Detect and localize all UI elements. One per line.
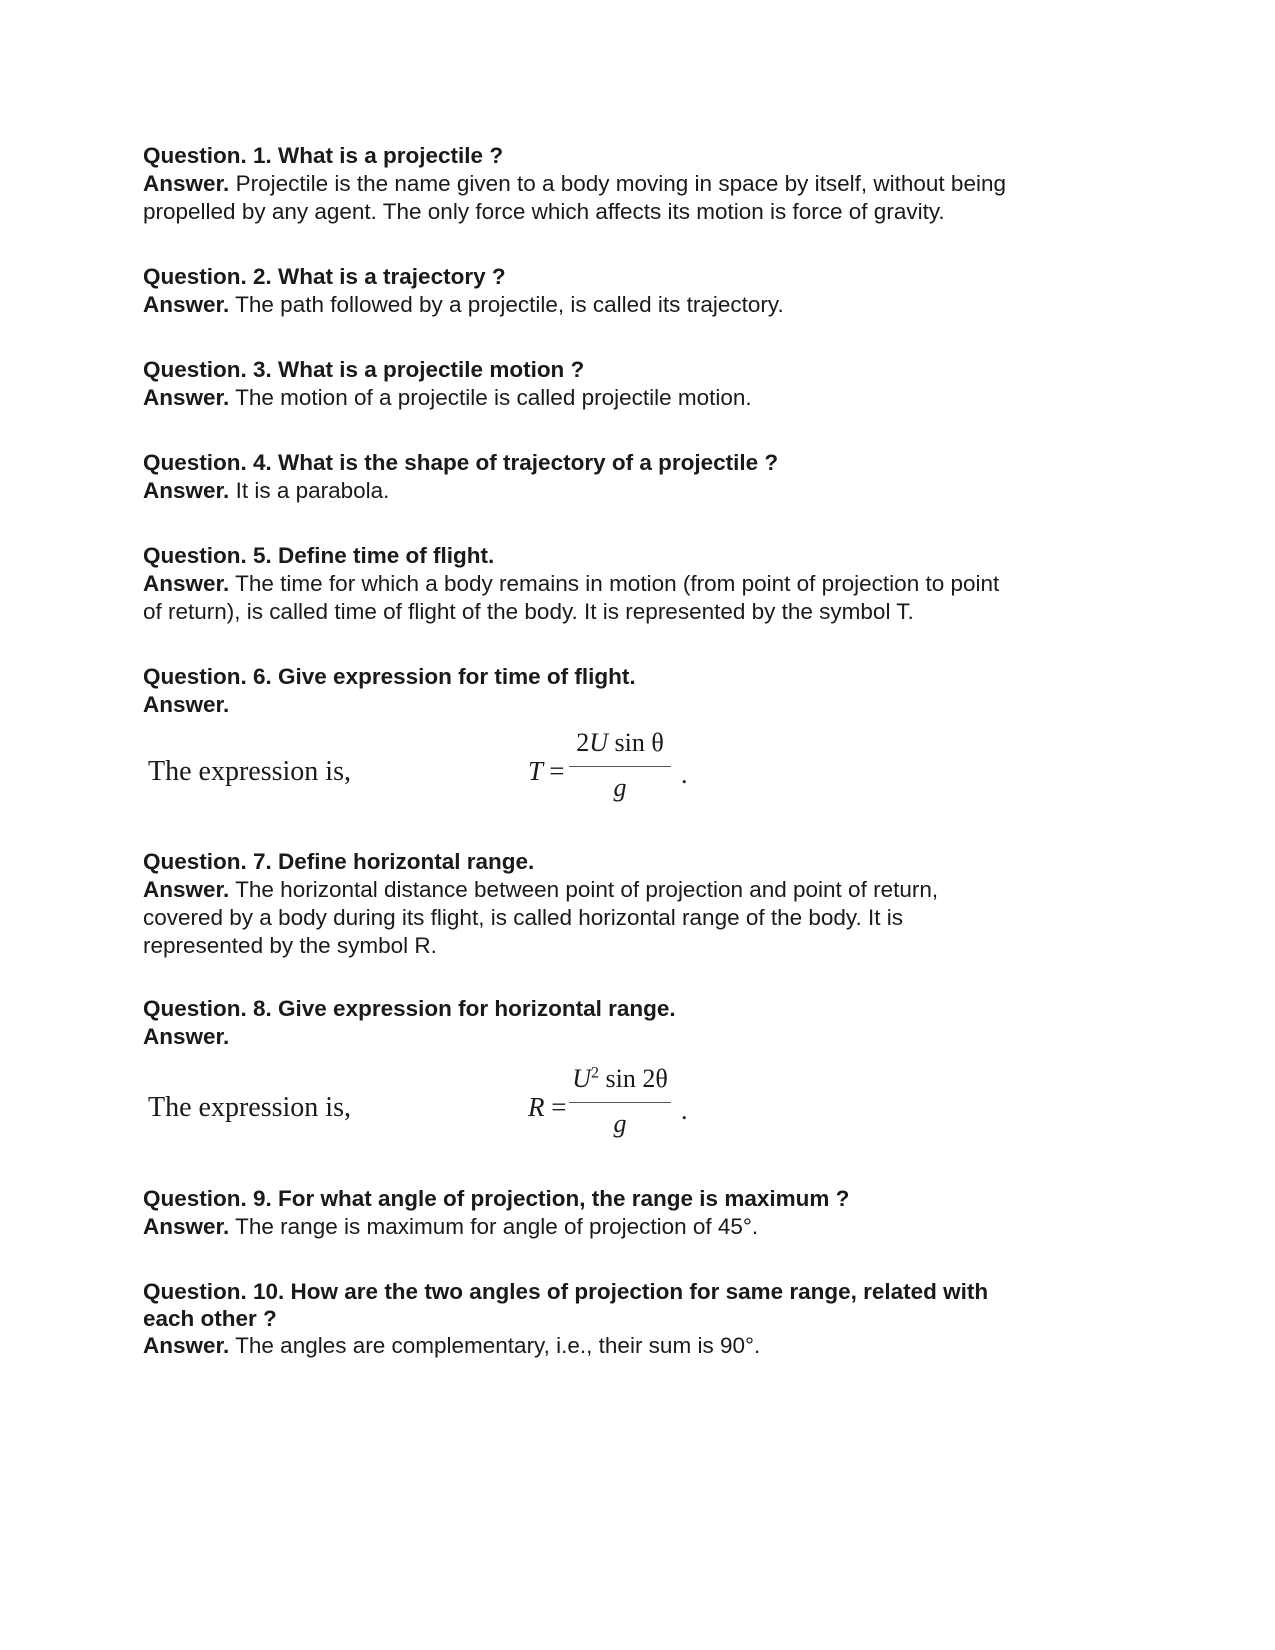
horizontal-range-formula: The expression is, R = $U^2$ sin 2θ g .: [148, 1064, 688, 1138]
qa-item-5: [143, 542, 1103, 626]
qa-item-1: [143, 142, 1103, 226]
answer-label: Answer.: [143, 692, 230, 717]
question: Question. 7. Define horizontal range.: [143, 849, 535, 874]
answer: Answer. The path followed by a projectile, is called its trajectory.: [143, 292, 784, 317]
answer-line: represented by the symbol R.: [143, 933, 437, 958]
answer: Answer. Projectile is the name given to a body moving in space by itself, without being: [143, 171, 1006, 196]
fraction: $U^2$ sin 2θ g: [565, 1064, 675, 1139]
qa-item-4: [143, 449, 1103, 505]
answer-line: propelled by any agent. The only force which affects its motion is force of gravity.: [143, 199, 945, 224]
question: Question. 10. How are the two angles of projection for same range, related with: [143, 1279, 989, 1304]
qa-item-6: [143, 663, 1103, 719]
answer-line: covered by a body during its flight, is called horizontal range of the body. It is: [143, 905, 904, 930]
qa-item-2: [143, 263, 1103, 319]
question: Question. 6. Give expression for time of flight.: [143, 664, 636, 689]
question: Question. 9. For what angle of projection, the range is maximum ?: [143, 1186, 850, 1211]
question-line: each other ?: [143, 1306, 277, 1331]
qa-item-7: [143, 848, 1103, 960]
question: Question. 5. Define time of flight.: [143, 543, 495, 568]
answer: Answer. The motion of a projectile is called projectile motion.: [143, 385, 752, 410]
qa-item-9: [143, 1185, 1103, 1241]
time-of-flight-formula: The expression is, T = 2U sin θ g .: [148, 728, 688, 802]
fraction-bar: [569, 766, 671, 767]
answer: Answer. The time for which a body remains in motion (from point of projection to point: [143, 571, 1000, 596]
question: Question. 3. What is a projectile motion ?: [143, 357, 585, 382]
answer: Answer. It is a parabola.: [143, 478, 390, 503]
question: Question. 1. What is a projectile ?: [143, 143, 504, 168]
answer: Answer. The horizontal distance between point of projection and point of return,: [143, 877, 939, 902]
fraction: 2U sin θ g: [565, 728, 675, 803]
qa-item-10: [143, 1278, 1103, 1359]
answer-line: of return), is called time of flight of the body. It is represented by the symbol T.: [143, 599, 914, 624]
question: Question. 2. What is a trajectory ?: [143, 264, 506, 289]
qa-item-8: [143, 995, 1103, 1051]
question: Question. 8. Give expression for horizontal range.: [143, 996, 676, 1021]
question: Question. 4. What is the shape of trajectory of a projectile ?: [143, 450, 779, 475]
answer-label: Answer.: [143, 1024, 230, 1049]
answer: Answer. The range is maximum for angle of projection of 45°.: [143, 1214, 759, 1239]
qa-item-3: [143, 356, 1103, 412]
fraction-bar: [569, 1102, 671, 1103]
answer: Answer. The angles are complementary, i.e., their sum is 90°.: [143, 1333, 761, 1358]
